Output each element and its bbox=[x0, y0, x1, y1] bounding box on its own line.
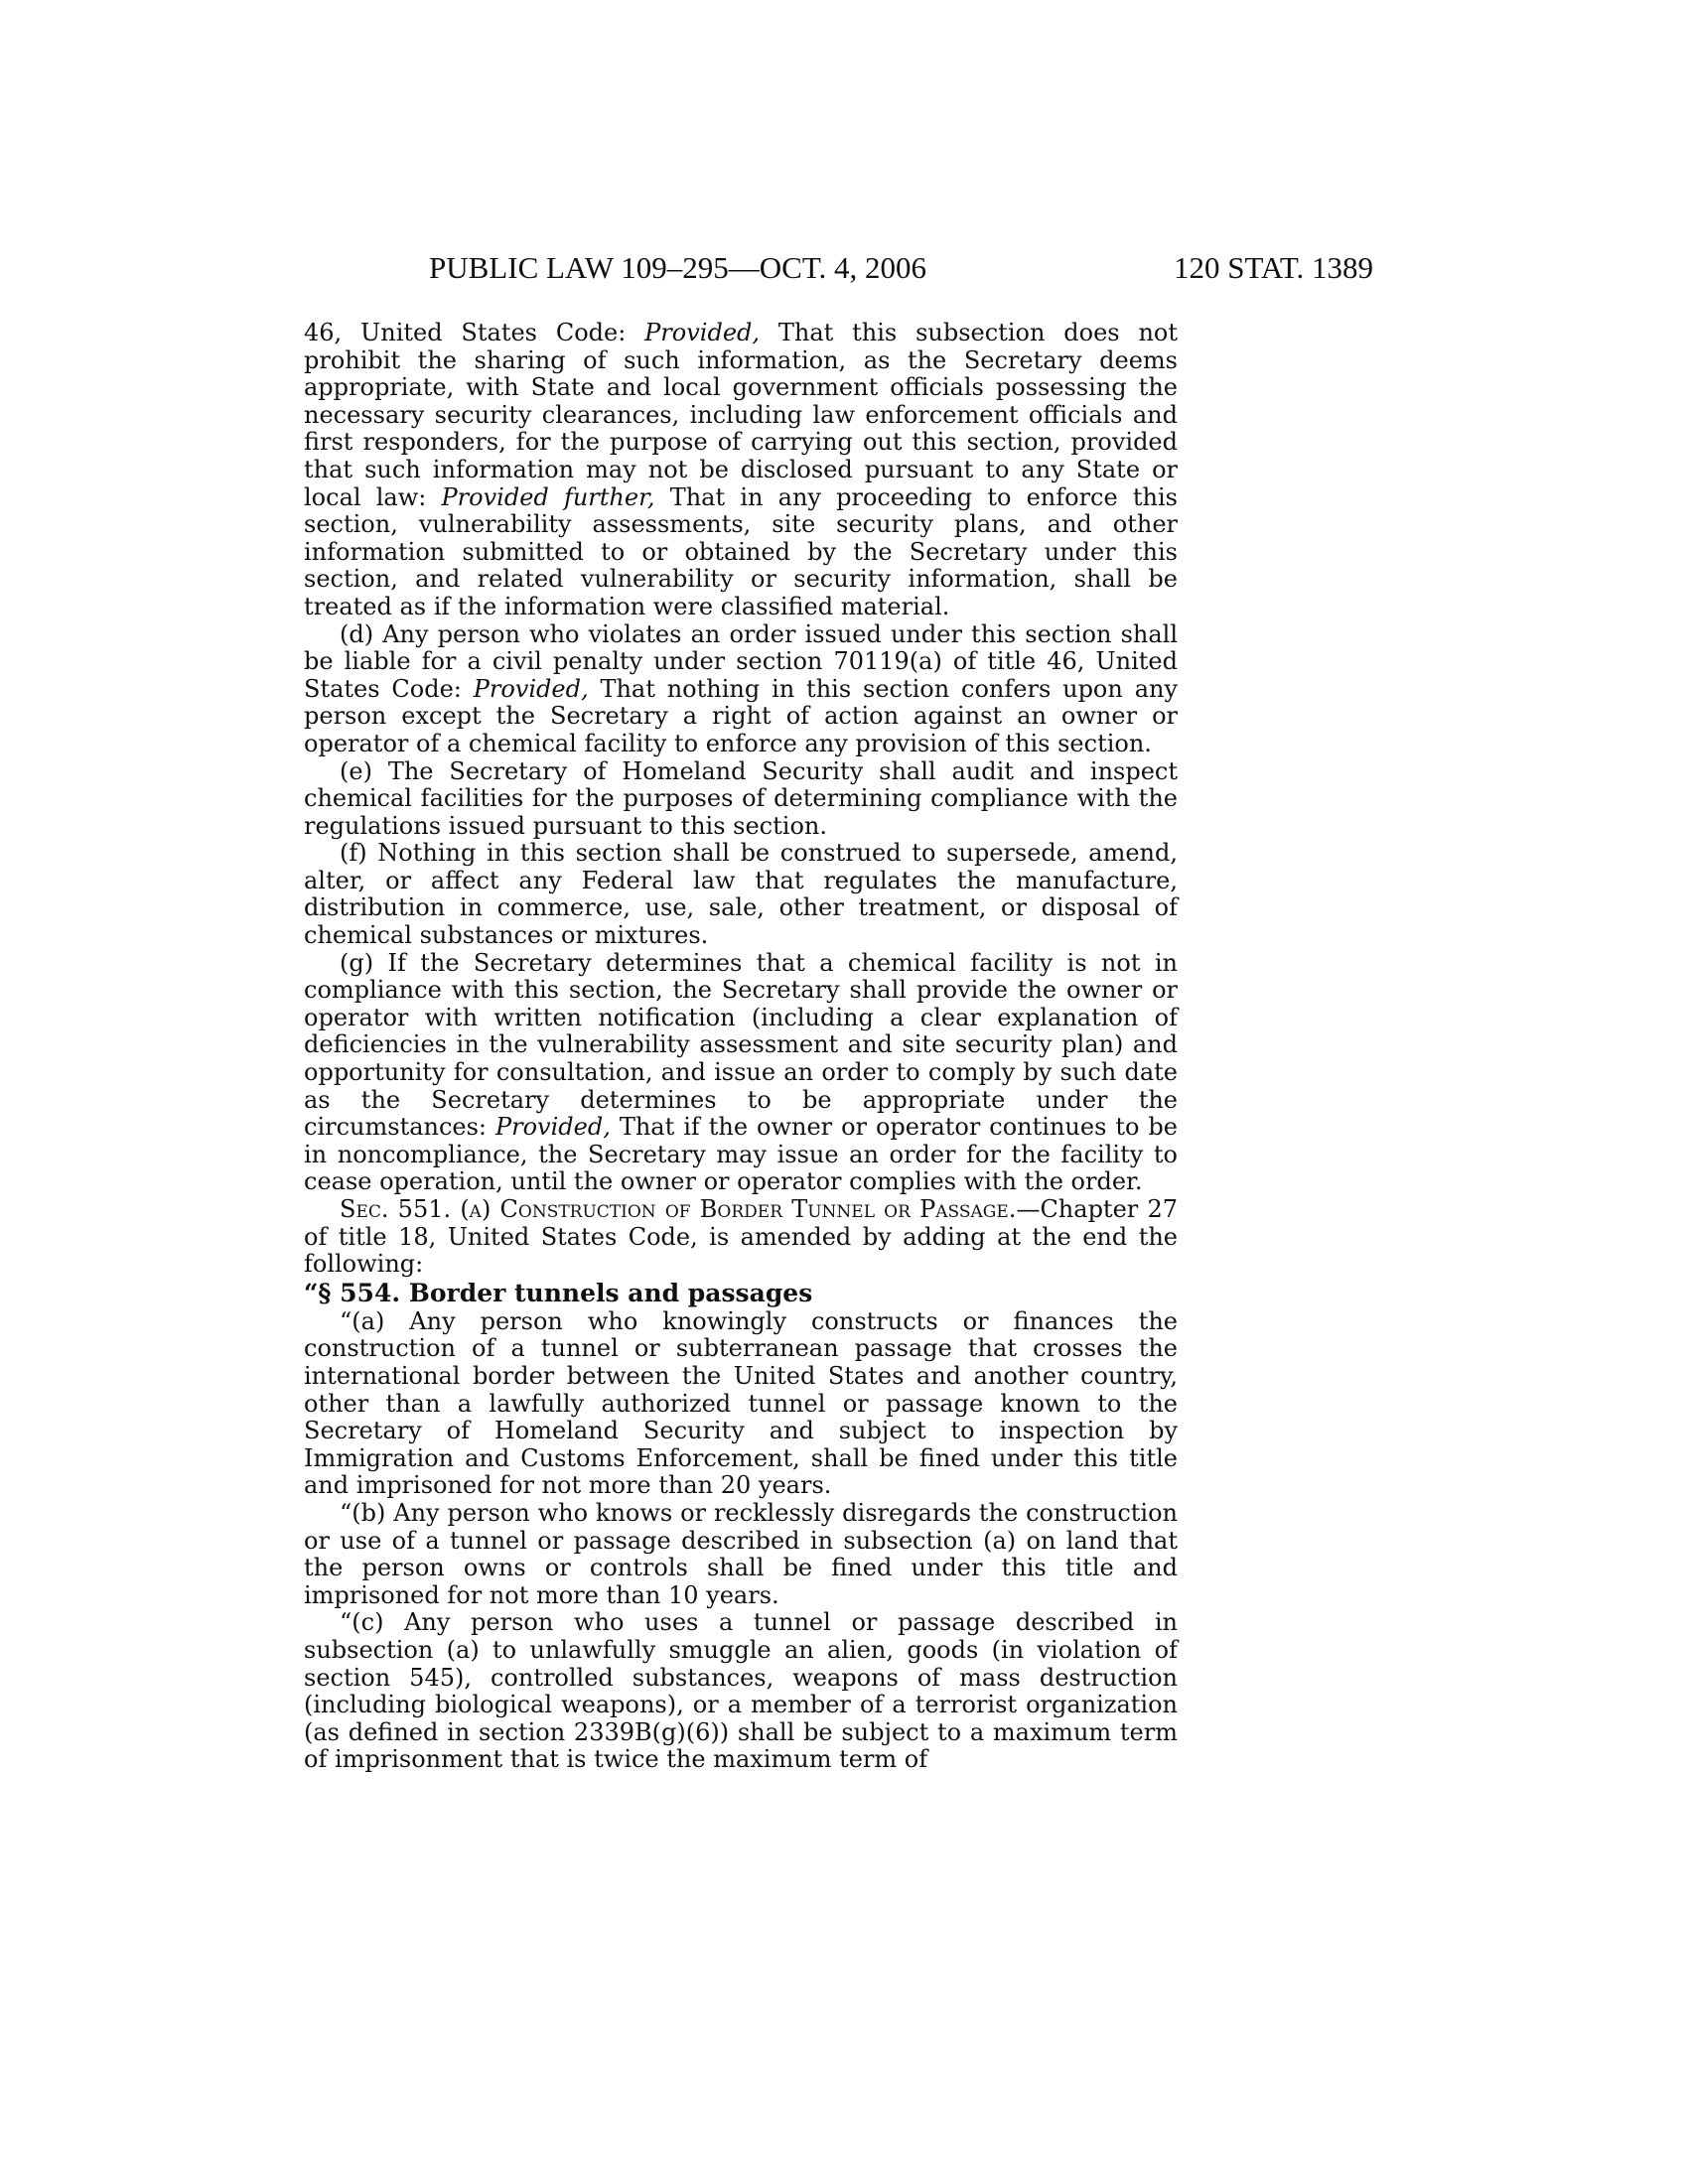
text-run: That this subsection does not prohibit the sharing of such information, as the Secretary deems appropriate, with State and local government officials possessing the necessary security clearances, including law enforcement officials and first responders, for the purpose of carrying out this section, provided that such information may not be disclosed pursuant to any State or local law: bbox=[304, 319, 1178, 511]
section-heading-554: “§ 554. Border tunnels and passages bbox=[304, 1278, 813, 1307]
text-run: (g) If the Secretary determines that a chemical facility is not in compliance with this section, the Secretary shall provide the owner or operator with written notification (including a clear explanation of deficiencies in the vulnerability assessment and site security plan) and opportunity for consultation, and issue an order to comply by such date as the Secretary determines to be appropriate under the circumstances: bbox=[304, 948, 1178, 1142]
paragraph-subsection-e: (e) The Secretary of Homeland Security shall audit and inspect chemical facilities for the purposes of determining compliance with the regulations issued pursuant to this section. bbox=[304, 756, 1178, 840]
paragraph-continuation bbox=[304, 320, 1178, 621]
proviso-term: Provided, bbox=[644, 319, 761, 346]
paragraph-subsection-d bbox=[304, 621, 1178, 758]
paragraph-554-c: “(c) Any person who uses a tunnel or passage described in subsection (a) to unlawfully smuggle an alien, goods (in violation of section 545), controlled substances, weapons of mass destruction (including biological weapons), or a member of a terrorist organization (as defined in section 2339B(g)(6)) shall be subject to a maximum term of imprisonment that is twice the maximum term of bbox=[304, 1608, 1178, 1774]
text-run: (d) Any person who violates an order issued under this section shall be liable for a civil penalty under section 70119(a) of title 46, United States Code: bbox=[304, 619, 1178, 703]
paragraph-554-a: “(a) Any person who knowingly constructs or finances the construction of a tunnel or subterranean passage that crosses the international border between the United States and another country, other than a lawfully authorized tunnel or passage known to the Secretary of Homeland Security and subject to inspection by Immigration and Customs Enforcement, shall be fined under this title and imprisoned for not more than 20 years. bbox=[304, 1306, 1178, 1500]
paragraph-subsection-f: (f) Nothing in this section shall be construed to supersede, amend, alter, or affect any Federal law that regulates the manufacture, distribution in commerce, use, sale, other treatment, or disposal of chemical substances or mixtures. bbox=[304, 839, 1178, 950]
text-run: —Chapter 27 of title 18, United States Code, is amended by adding at the end the following: bbox=[304, 1195, 1178, 1279]
paragraph-554-b: “(b) Any person who knows or recklessly disregards the construction or use of a tunnel or passage described in subsection (a) on land that the person owns or controls shall be fined under this title and imprisoned for not more than 10 years. bbox=[304, 1498, 1178, 1609]
text-run: That in any proceeding to enforce this section, vulnerability assessments, site security plans, and other information submitted to or obtained by the Secretary under this section, and related vulnerability or security information, shall be treated as if the information were classified material. bbox=[304, 482, 1178, 620]
page-stat-number: 120 STAT. 1389 bbox=[1173, 250, 1373, 285]
running-title: PUBLIC LAW 109–295—OCT. 4, 2006 bbox=[429, 250, 926, 285]
paragraph-section-551 bbox=[304, 1196, 1178, 1279]
text-run: That if the owner or operator continues to be in noncompliance, the Secretary may issue an order for the facility to cease operation, until the owner or operator complies with the order. bbox=[304, 1113, 1178, 1196]
paragraph-subsection-g bbox=[304, 950, 1178, 1196]
section-number: Sec. 551. (a) bbox=[340, 1195, 500, 1223]
text-run: 46, United States Code: bbox=[304, 319, 645, 346]
proviso-term: Provided, bbox=[494, 1113, 611, 1142]
text-run: That nothing in this section confers upon any person except the Secretary a right of action against an owner or operator of a chemical facility to enforce any provision of this section. bbox=[304, 674, 1179, 757]
running-head bbox=[298, 248, 1373, 288]
proviso-term: Provided, bbox=[473, 674, 589, 703]
proviso-term: Provided further, bbox=[441, 482, 655, 511]
section-caption: Construction of Border Tunnel or Passage. bbox=[499, 1195, 1017, 1223]
body-text bbox=[304, 320, 1178, 1774]
